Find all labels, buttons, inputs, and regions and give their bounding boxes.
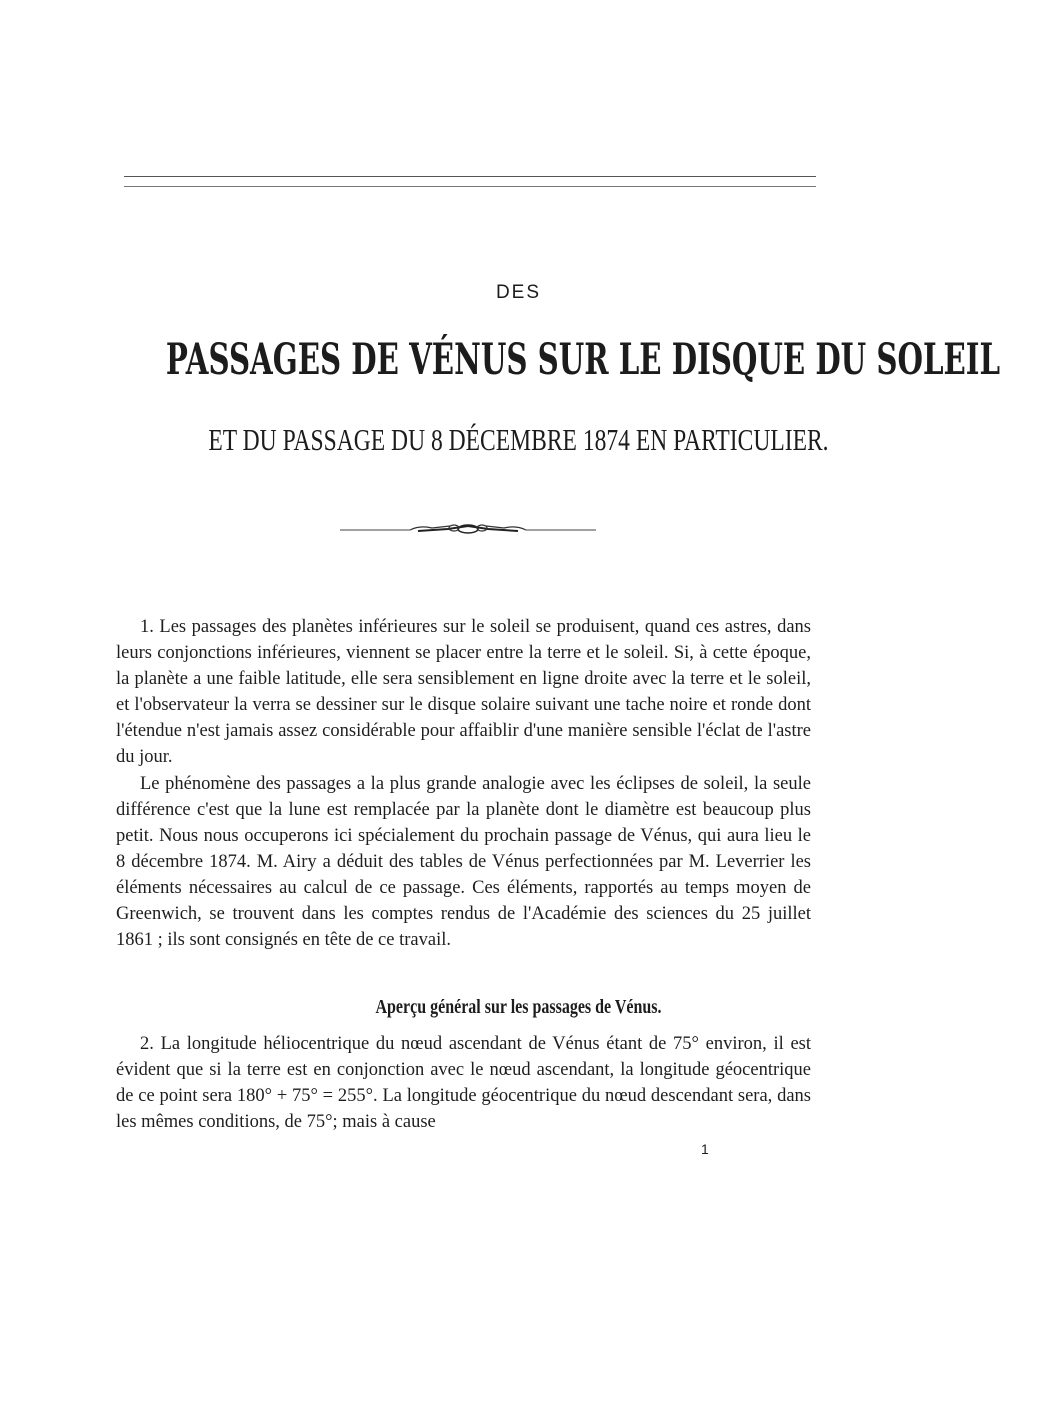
ornamental-divider-icon — [340, 521, 596, 537]
pre-title: DES — [495, 282, 542, 303]
paragraph-3: 2. La longitude héliocentrique du nœud ascendant de Vénus étant de 75° environ, il est évident que si la terre est en conjonction avec le nœud ascendant, la longitude géocentrique de ce point sera 180° + 75° = 255°. La longitude géocentrique du nœud descendant sera, dans les mêmes conditions, de 75°; mais à cause — [116, 1034, 811, 1132]
page-subtitle: ET DU PASSAGE DU 8 DÉCEMBRE 1874 EN PARTICULIER. — [208, 422, 829, 457]
page-title: PASSAGES DE VÉNUS SUR LE DISQUE DU SOLEIL — [165, 335, 1001, 385]
header-rule — [124, 176, 816, 177]
paragraph-2: Le phénomène des passages a la plus grande analogie avec les éclipses de soleil, la seule différence c'est que la lune est remplacée par la planète dont le diamètre est beaucoup plus petit. Nous nous occuperons ici spécialement du prochain passage de Vénus, qui aura lieu le 8 décembre 1874. M. Airy a déduit des tables de Vénus perfectionnées par M. Leverrier les éléments nécessaires au calcul de ce passage. Ces éléments, rapportés au temps moyen de Greenwich, se trouvent dans les comptes rendus de l'Académie des sciences du 25 juillet 1861 ; ils sont consignés en tête de ce travail. — [116, 774, 811, 950]
header-rule-double — [124, 186, 816, 187]
section-heading: Aperçu général sur les passages de Vénus. — [375, 996, 662, 1018]
page-number: 1 — [701, 1141, 709, 1157]
paragraph-1: 1. Les passages des planètes inférieures sur le soleil se produisent, quand ces astres, dans leurs conjonctions inférieures, viennent se placer entre la terre et le soleil. Si, à cette époque, la planète a une faible latitude, elle sera sensiblement en ligne droite avec la terre et le soleil, et l'observateur la verra se dessiner sur le disque solaire suivant une tache noire et ronde dont l'étendue n'est jamais assez considérable pour affaiblir d'une manière sensible l'éclat de l'astre du jour. — [116, 617, 811, 767]
